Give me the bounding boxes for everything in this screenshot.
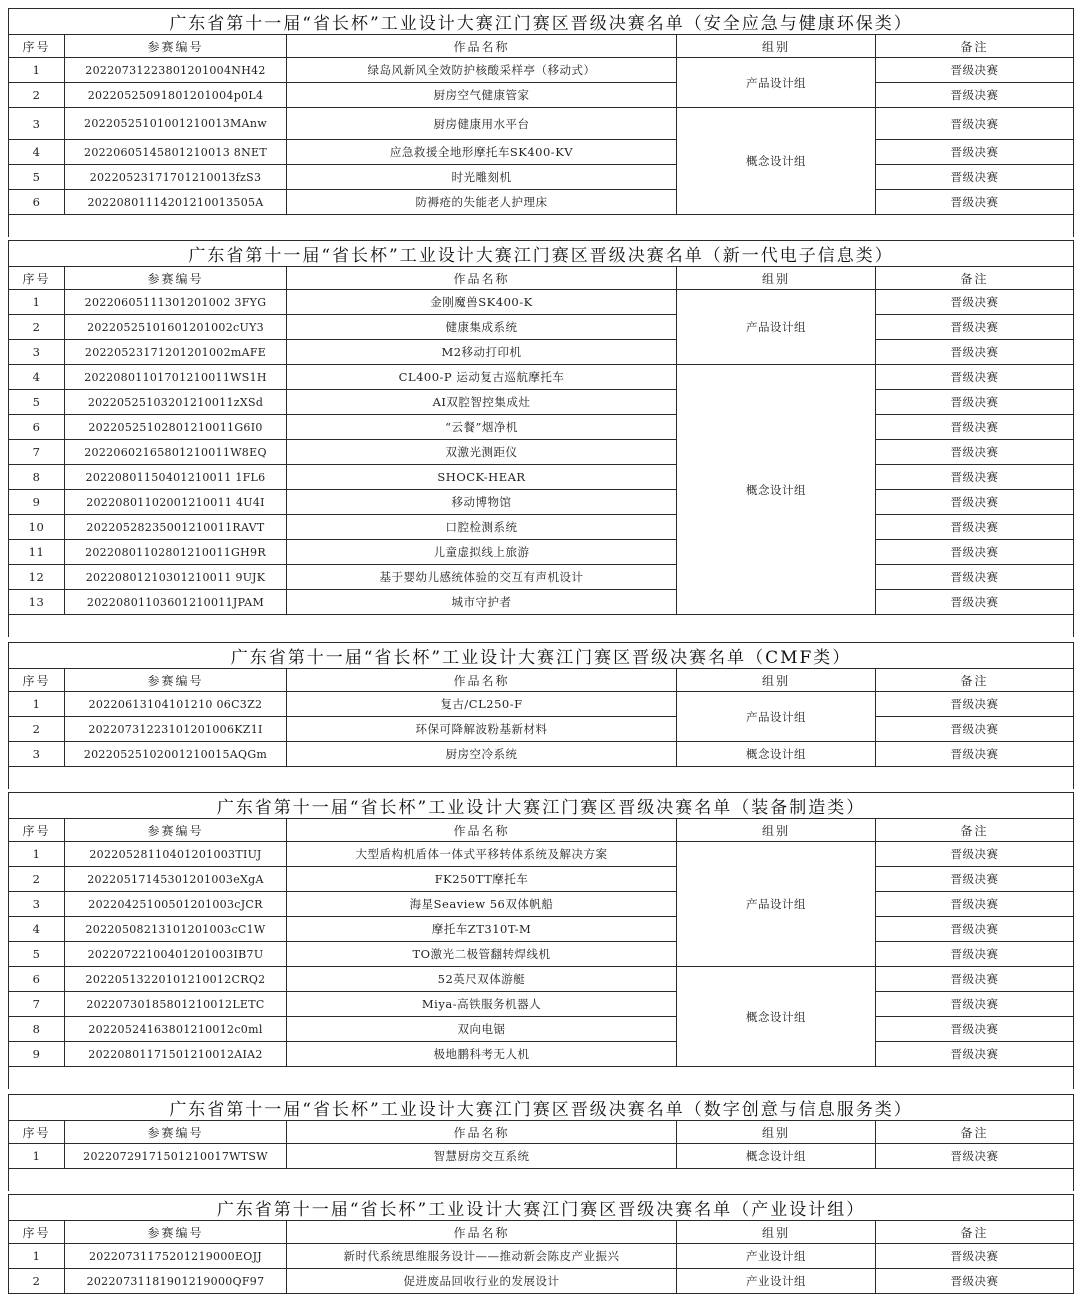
table-row	[9, 1017, 1074, 1042]
row-no: 4	[9, 365, 65, 390]
row-name: 摩托车ZT310T-M	[287, 917, 677, 942]
row-no: 12	[9, 565, 65, 590]
table-row	[9, 692, 1074, 717]
row-name: SHOCK-HEAR	[287, 465, 677, 490]
row-note: 晋级决赛	[876, 717, 1074, 742]
row-name: 城市守护者	[287, 590, 677, 615]
row-group: 概念设计组	[677, 1144, 876, 1169]
row-note: 晋级决赛	[876, 942, 1074, 967]
header-note: 备注	[876, 267, 1074, 290]
row-code: 20220801210301210011 9UJK	[65, 565, 287, 590]
header-code: 参赛编号	[65, 669, 287, 692]
row-no: 1	[9, 1144, 65, 1169]
row-note: 晋级决赛	[876, 190, 1074, 215]
header-no: 序号	[9, 819, 65, 842]
row-name: 促进废品回收行业的发展设计	[287, 1269, 677, 1294]
row-code: 20220801103601210011JPAM	[65, 590, 287, 615]
row-no: 2	[9, 83, 65, 108]
header-note: 备注	[876, 35, 1074, 58]
row-name: 厨房空冷系统	[287, 742, 677, 767]
row-no: 3	[9, 742, 65, 767]
row-name: 移动博物馆	[287, 490, 677, 515]
row-note: 晋级决赛	[876, 440, 1074, 465]
row-name: 厨房空气健康管家	[287, 83, 677, 108]
row-group: 产品设计组	[677, 290, 876, 365]
row-note: 晋级决赛	[876, 465, 1074, 490]
table-row	[9, 1144, 1074, 1169]
row-code: 20220513220101210012CRQ2	[65, 967, 287, 992]
row-code: 20220525101601201002cUY3	[65, 315, 287, 340]
header-code: 参赛编号	[65, 35, 287, 58]
row-no: 5	[9, 165, 65, 190]
row-name: 大型盾构机盾体一体式平移转体系统及解决方案	[287, 842, 677, 867]
row-group: 产业设计组	[677, 1269, 876, 1294]
row-note: 晋级决赛	[876, 515, 1074, 540]
row-name: 防褥疮的失能老人护理床	[287, 190, 677, 215]
row-code: 20220525102001210015AQGm	[65, 742, 287, 767]
header-note: 备注	[876, 1221, 1074, 1244]
spacer-row	[9, 615, 1074, 637]
row-no: 4	[9, 917, 65, 942]
header-note: 备注	[876, 1121, 1074, 1144]
row-no: 1	[9, 692, 65, 717]
row-name: 海星Seaview 56双体帆船	[287, 892, 677, 917]
row-note: 晋级决赛	[876, 992, 1074, 1017]
row-no: 9	[9, 490, 65, 515]
row-no: 5	[9, 942, 65, 967]
table-row	[9, 1244, 1074, 1269]
header-no: 序号	[9, 267, 65, 290]
row-name: 极地鹏科考无人机	[287, 1042, 677, 1067]
row-group: 产品设计组	[677, 692, 876, 742]
row-name: 复古/CL250-F	[287, 692, 677, 717]
row-no: 7	[9, 992, 65, 1017]
row-name: Miya-高铁服务机器人	[287, 992, 677, 1017]
row-group: 概念设计组	[677, 108, 876, 215]
row-note: 晋级决赛	[876, 742, 1074, 767]
table-row	[9, 465, 1074, 490]
header-group: 组别	[677, 819, 876, 842]
section-title: 广东省第十一届“省长杯”工业设计大赛江门赛区晋级决赛名单（安全应急与健康环保类）	[9, 9, 1074, 35]
header-code: 参赛编号	[65, 819, 287, 842]
row-no: 9	[9, 1042, 65, 1067]
header-no: 序号	[9, 669, 65, 692]
row-group: 产业设计组	[677, 1244, 876, 1269]
row-name: 口腔检测系统	[287, 515, 677, 540]
row-code: 20220801171501210012AIA2	[65, 1042, 287, 1067]
section-safety-health	[8, 8, 1074, 237]
row-name: 时光雕刻机	[287, 165, 677, 190]
row-no: 13	[9, 590, 65, 615]
row-note: 晋级决赛	[876, 165, 1074, 190]
row-no: 2	[9, 867, 65, 892]
row-group: 概念设计组	[677, 967, 876, 1067]
header-code: 参赛编号	[65, 1221, 287, 1244]
row-name: 智慧厨房交互系统	[287, 1144, 677, 1169]
table-row	[9, 590, 1074, 615]
row-note: 晋级决赛	[876, 917, 1074, 942]
table-row	[9, 742, 1074, 767]
row-name: FK250TT摩托车	[287, 867, 677, 892]
table-row	[9, 540, 1074, 565]
header-name: 作品名称	[287, 1221, 677, 1244]
table-row	[9, 165, 1074, 190]
table-row	[9, 490, 1074, 515]
row-note: 晋级决赛	[876, 290, 1074, 315]
section-industry	[8, 1194, 1074, 1294]
row-name: 应急救援全地形摩托车SK400-KV	[287, 140, 677, 165]
spacer-row	[9, 1067, 1074, 1089]
table-row	[9, 365, 1074, 390]
row-group: 产品设计组	[677, 842, 876, 967]
row-no: 6	[9, 967, 65, 992]
row-code: 20220722100401201003IB7U	[65, 942, 287, 967]
row-name: AI双腔智控集成灶	[287, 390, 677, 415]
row-note: 晋级决赛	[876, 315, 1074, 340]
table-row	[9, 58, 1074, 83]
header-group: 组别	[677, 35, 876, 58]
row-name: “云餐”烟净机	[287, 415, 677, 440]
table-row	[9, 83, 1074, 108]
row-no: 6	[9, 190, 65, 215]
row-no: 1	[9, 58, 65, 83]
row-name: 双向电锯	[287, 1017, 677, 1042]
row-no: 7	[9, 440, 65, 465]
table-row	[9, 190, 1074, 215]
row-note: 晋级决赛	[876, 108, 1074, 140]
row-note: 晋级决赛	[876, 590, 1074, 615]
table-row	[9, 917, 1074, 942]
row-code: 20220525101001210013MAnw	[65, 108, 287, 140]
row-no: 5	[9, 390, 65, 415]
row-note: 晋级决赛	[876, 1017, 1074, 1042]
header-group: 组别	[677, 1221, 876, 1244]
row-name: 厨房健康用水平台	[287, 108, 677, 140]
row-no: 2	[9, 315, 65, 340]
header-name: 作品名称	[287, 267, 677, 290]
row-group: 概念设计组	[677, 365, 876, 615]
row-name: 新时代系统思维服务设计——推动新会陈皮产业振兴	[287, 1244, 677, 1269]
row-note: 晋级决赛	[876, 490, 1074, 515]
table-row	[9, 108, 1074, 140]
header-no: 序号	[9, 1121, 65, 1144]
row-note: 晋级决赛	[876, 1144, 1074, 1169]
row-name: 健康集成系统	[287, 315, 677, 340]
row-code: 20220525103201210011zXSd	[65, 390, 287, 415]
row-no: 1	[9, 1244, 65, 1269]
row-name: 基于婴幼儿感统体验的交互有声机设计	[287, 565, 677, 590]
header-name: 作品名称	[287, 669, 677, 692]
row-code: 20220729171501210017WTSW	[65, 1144, 287, 1169]
section-title: 广东省第十一届“省长杯”工业设计大赛江门赛区晋级决赛名单（CMF类）	[9, 643, 1074, 669]
row-note: 晋级决赛	[876, 415, 1074, 440]
section-title: 广东省第十一届“省长杯”工业设计大赛江门赛区晋级决赛名单（新一代电子信息类）	[9, 241, 1074, 267]
row-no: 2	[9, 1269, 65, 1294]
table-row	[9, 415, 1074, 440]
row-code: 20220523171201201002mAFE	[65, 340, 287, 365]
header-no: 序号	[9, 35, 65, 58]
row-note: 晋级决赛	[876, 340, 1074, 365]
row-name: TO激光二极管翻转焊线机	[287, 942, 677, 967]
header-code: 参赛编号	[65, 1121, 287, 1144]
table-row	[9, 565, 1074, 590]
table-row	[9, 967, 1074, 992]
section-electronics	[8, 240, 1074, 637]
header-name: 作品名称	[287, 1121, 677, 1144]
table-row	[9, 390, 1074, 415]
row-name: 52英尺双体游艇	[287, 967, 677, 992]
row-code: 20220801150401210011 1FL6	[65, 465, 287, 490]
row-name: CL400-P 运动复古巡航摩托车	[287, 365, 677, 390]
row-no: 2	[9, 717, 65, 742]
row-name: 绿岛风新风全效防护核酸采样亭（移动式）	[287, 58, 677, 83]
row-code: 20220525091801201004p0L4	[65, 83, 287, 108]
row-code: 20220517145301201003eXgA	[65, 867, 287, 892]
row-note: 晋级决赛	[876, 58, 1074, 83]
row-code: 20220613104101210 06C3Z2	[65, 692, 287, 717]
header-name: 作品名称	[287, 35, 677, 58]
header-group: 组别	[677, 1121, 876, 1144]
header-name: 作品名称	[287, 819, 677, 842]
table-row	[9, 867, 1074, 892]
section-digital	[8, 1094, 1074, 1191]
row-code: 20220525102801210011G6I0	[65, 415, 287, 440]
row-group: 产品设计组	[677, 58, 876, 108]
row-code: 20220801101701210011WS1H	[65, 365, 287, 390]
row-code: 20220731175201219000EOJJ	[65, 1244, 287, 1269]
row-no: 4	[9, 140, 65, 165]
table-row	[9, 842, 1074, 867]
row-code: 20220523171701210013fzS3	[65, 165, 287, 190]
header-note: 备注	[876, 669, 1074, 692]
header-code: 参赛编号	[65, 267, 287, 290]
row-no: 3	[9, 892, 65, 917]
row-note: 晋级决赛	[876, 967, 1074, 992]
table-row	[9, 340, 1074, 365]
table-row	[9, 315, 1074, 340]
row-code: 20220508213101201003cC1W	[65, 917, 287, 942]
table-row	[9, 992, 1074, 1017]
row-note: 晋级决赛	[876, 692, 1074, 717]
row-note: 晋级决赛	[876, 1244, 1074, 1269]
row-note: 晋级决赛	[876, 140, 1074, 165]
row-code: 20220605111301201002 3FYG	[65, 290, 287, 315]
row-code: 20220801102801210011GH9R	[65, 540, 287, 565]
table-row	[9, 440, 1074, 465]
row-group: 概念设计组	[677, 742, 876, 767]
row-no: 1	[9, 290, 65, 315]
row-no: 8	[9, 1017, 65, 1042]
header-group: 组别	[677, 267, 876, 290]
table-row	[9, 1042, 1074, 1067]
row-code: 20220602165801210011W8EQ	[65, 440, 287, 465]
section-title: 广东省第十一届“省长杯”工业设计大赛江门赛区晋级决赛名单（装备制造类）	[9, 793, 1074, 819]
table-row	[9, 140, 1074, 165]
row-code: 20220528110401201003TIUJ	[65, 842, 287, 867]
header-no: 序号	[9, 1221, 65, 1244]
row-note: 晋级决赛	[876, 1042, 1074, 1067]
row-code: 20220731223101201006KZ1I	[65, 717, 287, 742]
section-title: 广东省第十一届“省长杯”工业设计大赛江门赛区晋级决赛名单（产业设计组）	[9, 1195, 1074, 1221]
table-row	[9, 290, 1074, 315]
header-note: 备注	[876, 819, 1074, 842]
row-note: 晋级决赛	[876, 565, 1074, 590]
row-name: 金刚魔兽SK400-K	[287, 290, 677, 315]
row-no: 3	[9, 340, 65, 365]
row-note: 晋级决赛	[876, 540, 1074, 565]
row-no: 10	[9, 515, 65, 540]
section-cmf	[8, 642, 1074, 789]
table-row	[9, 515, 1074, 540]
row-code: 20220801114201210013505A	[65, 190, 287, 215]
row-code: 20220524163801210012c0ml	[65, 1017, 287, 1042]
table-row	[9, 942, 1074, 967]
row-code: 20220731223801201004NH42	[65, 58, 287, 83]
row-note: 晋级决赛	[876, 842, 1074, 867]
row-no: 11	[9, 540, 65, 565]
section-equipment	[8, 792, 1074, 1089]
row-note: 晋级决赛	[876, 867, 1074, 892]
row-note: 晋级决赛	[876, 390, 1074, 415]
row-note: 晋级决赛	[876, 1269, 1074, 1294]
table-row	[9, 1269, 1074, 1294]
spacer-row	[9, 767, 1074, 789]
spacer-row	[9, 215, 1074, 237]
row-name: M2移动打印机	[287, 340, 677, 365]
row-no: 6	[9, 415, 65, 440]
row-note: 晋级决赛	[876, 83, 1074, 108]
row-note: 晋级决赛	[876, 365, 1074, 390]
header-group: 组别	[677, 669, 876, 692]
row-name: 儿童虚拟线上旅游	[287, 540, 677, 565]
row-code: 20220425100501201003cJCR	[65, 892, 287, 917]
row-code: 20220528235001210011RAVT	[65, 515, 287, 540]
row-note: 晋级决赛	[876, 892, 1074, 917]
row-code: 20220801102001210011 4U4I	[65, 490, 287, 515]
row-name: 环保可降解波粉基新材料	[287, 717, 677, 742]
spacer-row	[9, 1169, 1074, 1191]
table-row	[9, 892, 1074, 917]
row-code: 20220731181901219000QF97	[65, 1269, 287, 1294]
row-code: 20220605145801210013 8NET	[65, 140, 287, 165]
row-name: 双激光测距仪	[287, 440, 677, 465]
row-code: 20220730185801210012LETC	[65, 992, 287, 1017]
section-title: 广东省第十一届“省长杯”工业设计大赛江门赛区晋级决赛名单（数字创意与信息服务类）	[9, 1095, 1074, 1121]
table-row	[9, 717, 1074, 742]
row-no: 3	[9, 108, 65, 140]
row-no: 1	[9, 842, 65, 867]
row-no: 8	[9, 465, 65, 490]
